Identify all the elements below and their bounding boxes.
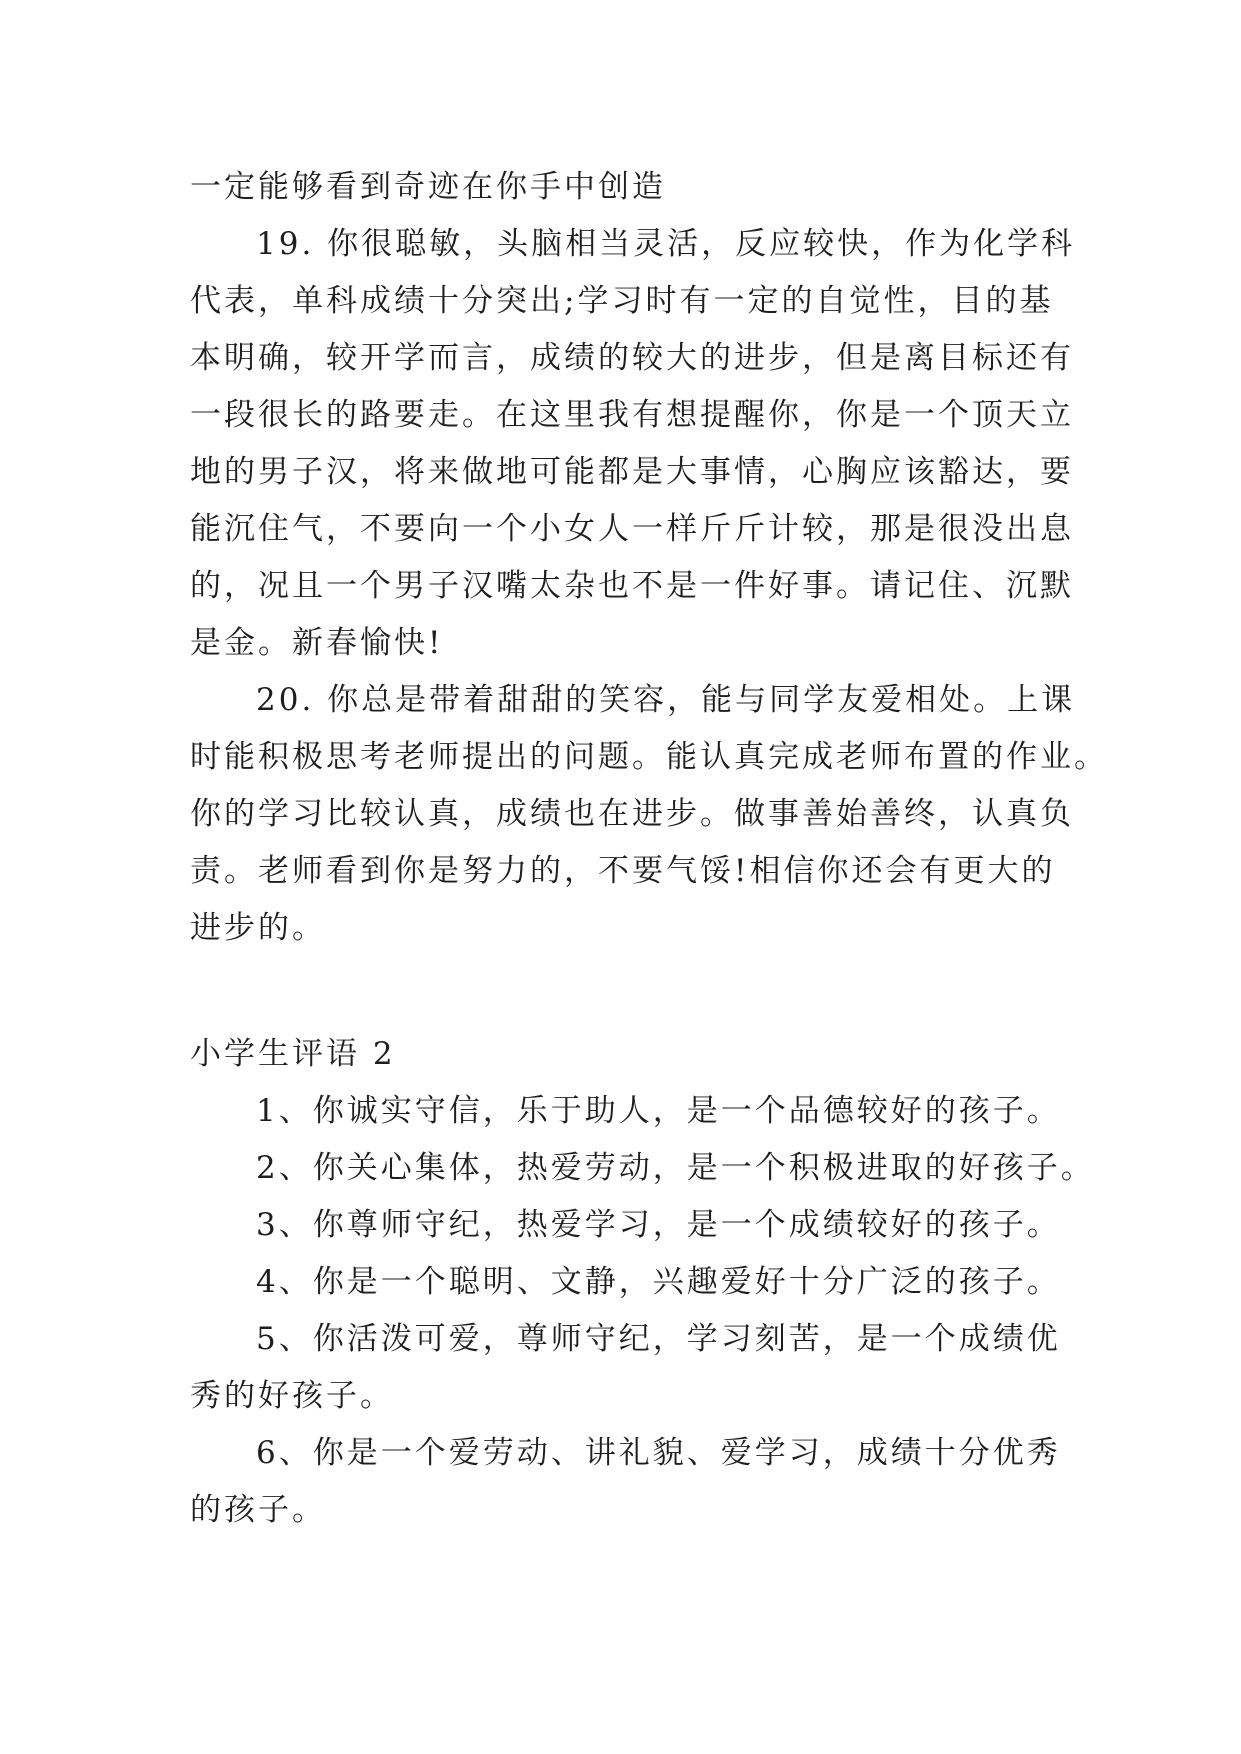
text-line: 本明确，较开学而言，成绩的较大的进步，但是离目标还有 (190, 340, 1074, 376)
comment-item-3: 3、你尊师守纪，热爱学习，是一个成绩较好的孩子。 (256, 1207, 1061, 1243)
text-line: 是金。新春愉快! (190, 625, 444, 661)
text-line: 的，况且一个男子汉嘴太杂也不是一件好事。请记住、沉默 (190, 568, 1074, 604)
text-line: 你的学习比较认真，成绩也在进步。做事善始善终，认真负 (190, 796, 1074, 832)
paragraph-19-start: 19. 你很聪敏，头脑相当灵活，反应较快，作为化学科 (256, 226, 1076, 262)
text-line: 一段很长的路要走。在这里我有想提醒你，你是一个顶天立 (190, 397, 1074, 433)
comment-item-4: 4、你是一个聪明、文静，兴趣爱好十分广泛的孩子。 (256, 1264, 1061, 1300)
text-line: 代表，单科成绩十分突出;学习时有一定的自觉性，目的基 (190, 283, 1054, 319)
section-gap (190, 957, 1070, 1026)
text-line: 的孩子。 (190, 1492, 326, 1528)
paragraph-20-start: 20. 你总是带着甜甜的笑容，能与同学友爱相处。上课 (256, 682, 1076, 718)
text-line: 进步的。 (190, 910, 326, 946)
comment-item-5: 5、你活泼可爱，尊师守纪，学习刻苦，是一个成绩优 (256, 1321, 1061, 1357)
comment-item-6: 6、你是一个爱劳动、讲礼貌、爱学习，成绩十分优秀 (256, 1435, 1061, 1471)
text-line: 秀的好孩子。 (190, 1378, 394, 1414)
text-line: 能沉住气，不要向一个小女人一样斤斤计较，那是很没出息 (190, 511, 1074, 547)
comment-item-1: 1、你诚实守信，乐于助人，是一个品德较好的孩子。 (256, 1093, 1061, 1129)
document-body (190, 159, 1108, 1539)
comment-item-2: 2、你关心集体，热爱劳动，是一个积极进取的好孩子。 (256, 1150, 1095, 1186)
section-heading: 小学生评语 2 (190, 1036, 396, 1072)
text-line: 地的男子汉，将来做地可能都是大事情，心胸应该豁达，要 (190, 454, 1074, 490)
text-line: 责。老师看到你是努力的，不要气馁!相信你还会有更大的 (190, 853, 1056, 889)
text-line: 一定能够看到奇迹在你手中创造 (190, 169, 666, 205)
text-line: 时能积极思考老师提出的问题。能认真完成老师布置的作业。 (190, 739, 1108, 775)
